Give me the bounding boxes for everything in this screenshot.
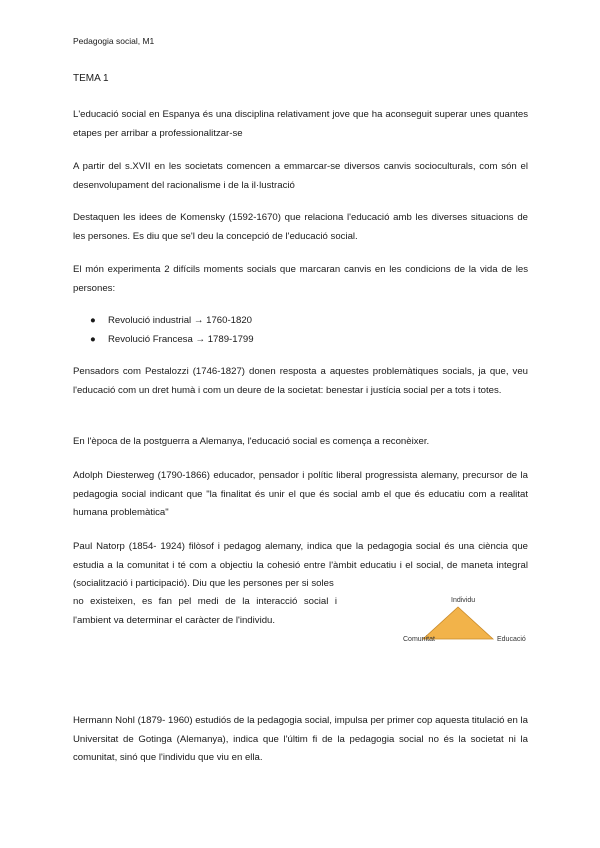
list-item: [73, 330, 528, 349]
paragraph-3: Destaquen les idees de Komensky (1592-1670) que relaciona l'educació amb les diverses situacions de les persones. Es diu que se'l deu la concepció de l'educació social.: [73, 212, 528, 242]
paragraph-8-continued: no existeixen, es fan pel medi de la interacció social i l'ambient va determinar el caràcter de l'individu.: [73, 596, 337, 626]
list-item-text: Revolució Francesa → 1789-1799: [108, 334, 254, 345]
paragraph-2: A partir del s.XVII en les societats comencen a emmarcar-se diversos canvis socioculturals, com són el desenvolupament del racionalisme i de la il·lustració: [73, 161, 528, 191]
paragraph-1: L'educació social en Espanya és una disciplina relativament jove que ha aconseguit superar unes quantes etapes per arribar a professionalitzar-se: [73, 109, 528, 139]
label-educacio: Educació: [497, 636, 526, 643]
bullet-icon: ●: [90, 334, 96, 345]
paragraph-5: Pensadors com Pestalozzi (1746-1827) donen resposta a aquestes problemàtiques socials, ja que, veu l'educació com un dret humà i com un deure de la societat: benestar i justícia social per a tots i totes.: [73, 366, 528, 396]
list-item-text: Revolució industrial → 1760-1820: [108, 315, 252, 326]
triangle-diagram: [403, 595, 533, 651]
paragraph-9: Hermann Nohl (1879- 1960) estudiós de la pedagogia social, impulsa per primer cop aquesta titulació en la Universitat de Gotinga (Alemanya), indica que l'últim fi de la pedagogia social no és la societat ni la comunitat, sinó que l'individu que viu en ella.: [73, 715, 528, 763]
label-individu: Individu: [451, 597, 476, 604]
paragraph-8: Paul Natorp (1854- 1924) filòsof i pedagog alemany, indica que la pedagogia social és una ciència que estudia a la comunitat i té com a objectiu la cohesió entre l'àmbit educatiu i el social, de maneta integral (socialització i participació). Diu que les persones per si soles: [73, 541, 528, 589]
bullet-icon: ●: [90, 315, 96, 326]
running-header: Pedagogia social, M1: [73, 36, 155, 46]
paragraph-6: En l'època de la postguerra a Alemanya, l'educació social es comença a reconèixer.: [73, 436, 430, 447]
section-title: TEMA 1: [73, 73, 109, 84]
label-comunitat: Comunitat: [403, 636, 435, 643]
paragraph-7: Adolph Diesterweg (1790-1866) educador, pensador i polític liberal progressista alemany, precursor de la pedagogia social indicant que "la finalitat és unir el que és social amb el que és educatiu com a realitat humana problemàtica": [73, 470, 528, 518]
paragraph-4: El món experimenta 2 difícils moments socials que marcaran canvis en les condicions de la vida de les persones:: [73, 264, 528, 294]
list-item: [73, 311, 528, 330]
revolutions-list: [73, 311, 528, 349]
triangle-shape: [423, 607, 493, 639]
